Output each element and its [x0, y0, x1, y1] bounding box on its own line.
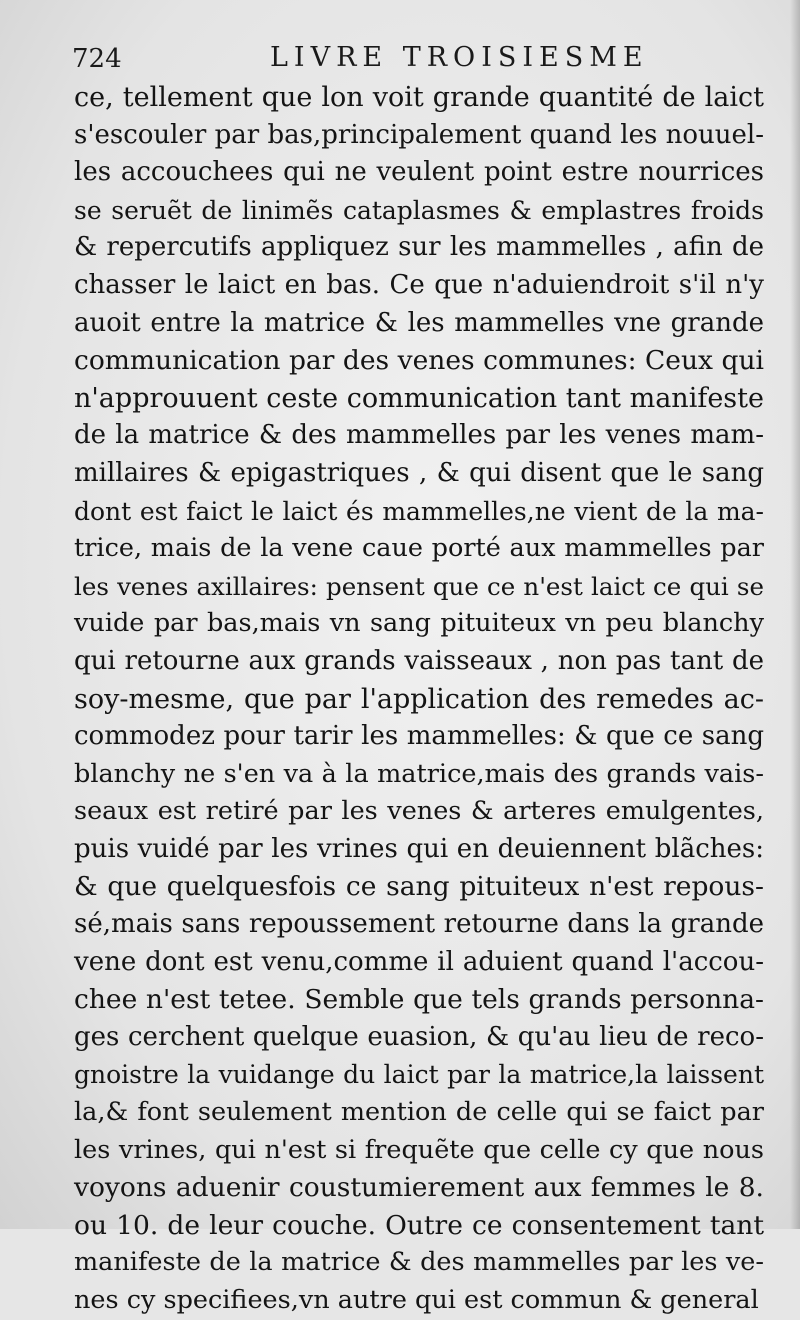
text-line: vuide par bas,mais vn sang pituiteux vn peu blanchy [74, 608, 764, 639]
text-line: les accouchees qui ne veulent point estre nourrices [74, 157, 764, 188]
text-line: millaires & epigastriques , & qui disent que le sang [74, 457, 764, 488]
text-line: & repercutifs appliquez sur les mammelles , afin de [74, 232, 764, 263]
text-line: les venes axillaires: pensent que ce n'est laict ce qui se [74, 571, 764, 601]
page-gutter-shadow [790, 0, 800, 1229]
text-line: qui retourne aux grands vaisseaux , non pas tant de [74, 645, 764, 676]
running-title: LIVRE TROISIESME [270, 42, 649, 73]
text-line: trice, mais de la vene caue porté aux mammelles par [74, 533, 764, 564]
text-line: auoit entre la matrice & les mammelles vne grande [74, 307, 764, 338]
text-line: gnoistre la vuidange du laict par la matrice,la laissent [74, 1060, 764, 1090]
text-line: manifeste de la matrice & des mammelles par les ve- [74, 1247, 764, 1278]
text-line: voyons aduenir coustumierement aux femmes le 8. [74, 1172, 764, 1204]
text-line: puis vuidé par les vrines qui en deuiennent blãches: [74, 833, 764, 864]
text-line: chasser le laict en bas. Ce que n'aduiendroit s'il n'y [74, 269, 764, 300]
text-line: nes cy specifiees,vn autre qui est commun & general [74, 1285, 759, 1315]
text-line: vene dont est venu,comme il aduient quand l'accou- [74, 946, 764, 977]
text-line: la,& font seulement mention de celle qui se faict par [74, 1097, 764, 1128]
text-line: ges cerchent quelque euasion, & qu'au lieu de reco- [74, 1021, 764, 1052]
page-number: 724 [72, 44, 122, 74]
text-line: sé,mais sans repoussement retourne dans la grande [74, 909, 764, 940]
text-line: dont est faict le laict és mammelles,ne vient de la ma- [74, 496, 764, 526]
body-text [74, 79, 764, 1320]
text-line: commodez pour tarir les mammelles: & que ce sang [74, 721, 764, 752]
text-line: chee n'est tetee. Semble que tels grands personna- [74, 984, 764, 1016]
text-line: ce, tellement que lon voit grande quantité de laict [74, 82, 764, 113]
text-line: ou 10. de leur couche. Outre ce consentement tant [74, 1209, 764, 1241]
text-line: les vrines, qui n'est si frequẽte que celle cy que nous [74, 1134, 764, 1165]
text-line: seaux est retiré par les venes & arteres emulgentes, [74, 796, 764, 827]
text-line: se seruẽt de linimẽs cataplasmes & emplastres froids [74, 195, 764, 225]
text-line: soy-mesme, que par l'application des remedes ac- [74, 683, 764, 715]
page-header [72, 40, 752, 80]
text-line: communication par des venes communes: Ceux qui [74, 345, 764, 377]
text-line: & que quelquesfois ce sang pituiteux n'est repous- [74, 871, 764, 903]
text-line: blanchy ne s'en va à la matrice,mais des grands vais- [74, 758, 764, 789]
text-line: de la matrice & des mammelles par les venes mam- [74, 420, 764, 451]
text-line: n'approuuent ceste communication tant manifeste [74, 382, 764, 414]
text-line: s'escouler par bas,principalement quand les nouuel- [74, 119, 764, 150]
